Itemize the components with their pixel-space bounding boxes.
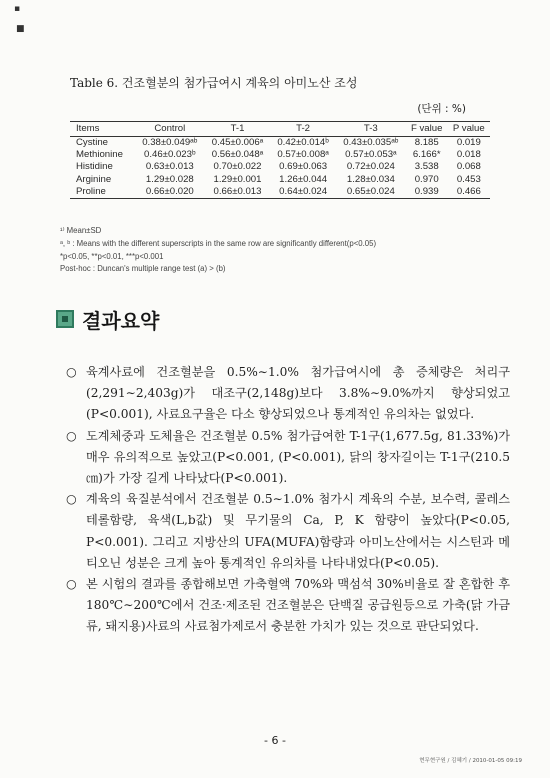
table-row (70, 149, 490, 161)
table-row (70, 186, 490, 199)
summary-text: 본 시험의 결과를 종합해보면 가축혈액 70%와 맥섬석 30%비율로 잘 혼합한 후 180℃∼200℃에서 건조·제조된 건조혈분은 단백질 공급원등으로 가축(닭 가금류, 돼지용)사료의 사료첨가제로서 충분한 가치가 있는 것으로 판단되었다. (86, 577, 510, 634)
col-header-f-value: F value (410, 123, 443, 134)
table-cell: 0.068 (456, 161, 481, 173)
summary-item (66, 426, 510, 490)
section-title: 결과요약 (82, 309, 160, 333)
table-footnote-posthoc: Post-hoc : Duncan's multiple range test (a) > (b) (60, 264, 226, 273)
summary-item (66, 489, 510, 574)
scan-mark: ■ (16, 24, 25, 34)
table-cell: 0.57±0.008ᵃ (277, 149, 329, 161)
print-stamp: 현무현구원 / 김혜기 / 2010-01-05 09:19 (419, 758, 522, 764)
summary-text: 도계체중과 도체율은 건조혈분 0.5% 첨가급여한 T-1구(1,677.5g, 81.33%)가 매우 유의적으로 높았고(P<0.001, (P<0.001), 닭의 창자길이는 T-1구(210.5 ㎝)가 가장 길게 나타났다(P<0.001). (86, 428, 510, 486)
table-cell: Histidine (76, 161, 113, 173)
table-cell: 0.46±0.023ᵇ (144, 149, 196, 161)
table-cell: 1.29±0.028 (145, 173, 194, 185)
table-cell: 0.43±0.035ᵃᵇ (343, 137, 399, 148)
table-cell: 6.166* (412, 149, 441, 161)
summary-item (66, 362, 510, 426)
table-cell: 1.29±0.001 (213, 173, 262, 185)
circle-bullet-icon: ○ (66, 492, 77, 507)
table-footnote-significance: *p<0.05, **p<0.01, ***p<0.001 (60, 252, 164, 261)
table-cell: 1.26±0.044 (279, 173, 328, 185)
table-caption: Table 6. 건조혈분의 첨가급여시 계육의 아미노산 조성 (70, 76, 358, 90)
table-cell: 0.42±0.014ᵇ (277, 137, 329, 148)
table-cell: 0.64±0.024 (279, 185, 328, 197)
col-header-control: Control (154, 123, 186, 134)
col-header-t3: T-3 (363, 123, 378, 134)
table-cell: 0.72±0.024 (346, 161, 395, 173)
col-header-items: Items (76, 123, 100, 134)
summary-item (66, 574, 510, 638)
section-square-icon (56, 310, 74, 328)
table-cell: 0.57±0.053ᵃ (345, 149, 397, 161)
circle-bullet-icon: ○ (66, 365, 77, 379)
circle-bullet-icon: ○ (66, 577, 77, 592)
table-cell: 0.69±0.063 (279, 161, 328, 173)
table-cell: 0.66±0.020 (145, 185, 194, 197)
table-cell: 0.466 (456, 185, 481, 197)
table-cell: 0.939 (414, 185, 439, 197)
table-cell: 0.66±0.013 (213, 185, 262, 197)
table-cell: 0.970 (414, 173, 439, 185)
table-cell: Proline (76, 185, 106, 197)
scan-mark: ▪ (14, 4, 21, 14)
summary-text: 육계사료에 건조혈분을 0.5%∼1.0% 첨가급여시에 총 증체량은 처리구(2,291∼2,403g)가 대조구(2,148g)보다 3.8%∼9.0%까지 향상되었고(P<0.001), 사료요구율은 다소 향상되었으나 통계적인 유의차는 없었다. (86, 365, 510, 422)
summary-list (66, 362, 510, 638)
table-cell: 0.38±0.049ᵃᵇ (142, 137, 198, 148)
table-row (70, 137, 490, 150)
col-header-t1: T-1 (230, 123, 245, 134)
table-cell: 0.70±0.022 (213, 161, 262, 173)
table-cell: 0.56±0.048ᵃ (211, 149, 264, 161)
table-cell: 3.538 (414, 161, 439, 173)
table-footnote-superscripts: ᵃ, ᵇ : Means with the different superscripts in the same row are significantly different(p<0.05) (60, 239, 377, 248)
amino-acid-table (70, 121, 490, 199)
summary-text: 계육의 육질분석에서 건조혈분 0.5∼1.0% 첨가시 계육의 수분, 보수력, 콜레스테롤함량, 육색(L,b값) 및 무기물의 Ca, P, K 함량이 높았다(P<0.05, P<0.001). 그리고 지방산의 UFA(MUFA)함량과 아미노산에서는 시스틴과 메티오닌 성분은 크게 높아 통계적인 유의차를 나타내었다(P<0.05). (86, 492, 510, 570)
table-footnote-mean: ¹⁾ Mean±SD (60, 226, 102, 235)
table-header-row (70, 122, 490, 137)
table-cell: 0.018 (456, 149, 481, 161)
table-cell: 8.185 (414, 137, 439, 148)
table-row (70, 174, 490, 186)
table-cell: 0.019 (456, 137, 481, 148)
table-cell: 0.65±0.024 (346, 185, 395, 197)
circle-bullet-icon: ○ (66, 428, 77, 443)
col-header-p-value: P value (452, 123, 485, 134)
table-cell: 0.453 (456, 173, 481, 185)
table-row (70, 161, 490, 173)
table-cell: Arginine (76, 173, 112, 185)
table-cell: 0.63±0.013 (145, 161, 194, 173)
page-number: - 6 - (264, 734, 286, 747)
col-header-t2: T-2 (296, 123, 311, 134)
table-cell: Cystine (76, 137, 108, 148)
table-unit: (단위 : %) (417, 103, 466, 115)
table-cell: 1.28±0.034 (346, 173, 395, 185)
table-cell: Methionine (76, 149, 123, 161)
table-cell: 0.45±0.006ᵃ (211, 137, 264, 148)
